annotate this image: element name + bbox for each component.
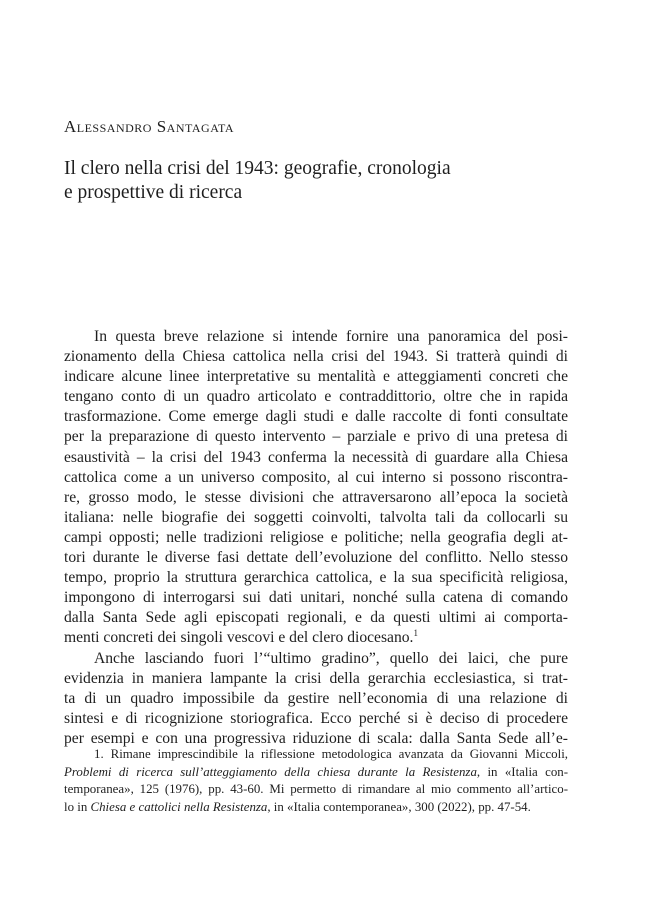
body-line: tengano conto di un quadro articolato e contraddittorio, oltre che in rapida [64,388,568,406]
body-line: ta di un quadro impossibile da gestire nell’economia di una relazione di [64,689,568,707]
footnote-text: , in «Italia con- [476,764,568,779]
footnote-italic-title: Chiesa e cattolici nella Resistenza [90,799,268,814]
footnote-line [64,799,568,817]
footnote-line: 1. Rimane imprescindibile la riflessione metodologica avanzata da Giovanni Miccoli, [94,747,568,761]
body-line: indicare alcune linee interpretative su mentalità e atteggiamenti concreti che [64,368,568,386]
footnote-block [64,746,568,816]
footnote-line [64,764,568,782]
chapter-title-line: e prospettive di ricerca [64,182,243,203]
body-line: tempo, proprio la struttura gerarchica cattolica, e la sua specificità religiosa, [64,569,568,587]
body-line: cattolica come a un universo composito, al cui interno si possono riscontra- [64,468,568,486]
footnote-italic-title: Problemi di ricerca sull’atteggiamento della chiesa durante la Resistenza [64,764,477,779]
body-line: trasformazione. Come emerge dagli studi e dalle raccolte di fonti consultate [64,408,568,426]
footnote-line: temporanea», 125 (1976), pp. 43-60. Mi permetto di rimandare al mio commento all’artico- [64,782,568,797]
body-line-text: menti concreti dei singoli vescovi e del clero diocesano. [64,629,414,647]
body-line: esaustività – la crisi del 1943 conferma la necessità di guardare alla Chiesa [64,448,568,466]
body-line: zionamento della Chiesa cattolica nella crisi del 1943. Si tratterà quindi di [64,348,568,366]
body-line: dalla Santa Sede agli episcopati regionali, e da questi ultimi ai comporta- [64,609,568,627]
body-line: re, grosso modo, le stesse divisioni che attraversarono all’epoca la società [64,488,568,506]
body-line: per la preparazione di questo intervento – parziale e privo di una pretesa di [64,428,568,446]
body-line: sintesi e di ricognizione storiografica. Ecco perché si è deciso di procedere [64,709,568,727]
body-line-with-footnote [64,628,568,648]
footnote-text: lo in [64,799,91,814]
body-line: impongono di interrogarsi sui dati unitari, nonché sulla catena di comando [64,589,568,607]
footnote-reference[interactable]: 1 [413,628,418,639]
body-line: per esempi e con una progressiva riduzione di scala: dalla Santa Sede all’e- [64,729,568,747]
body-text [64,327,568,749]
body-line: campi opposti; nelle tradizioni religiose e politiche; nella geografia degli at- [64,528,568,546]
body-line: italiana: nelle biografie dei soggetti coinvolti, talvolta tali da collocarli su [64,508,568,526]
body-line: Anche lasciando fuori l’“ultimo gradino”, quello dei laici, che pure [94,649,568,667]
body-line: tori durante le diverse fasi dettate dell’evoluzione del conflitto. Nello stesso [64,549,568,567]
chapter-title [64,157,544,205]
body-line: evidenzia in maniera lampante la crisi della gerarchia ecclesiastica, si trat- [64,669,568,687]
chapter-author: Alessandro Santagata [64,117,235,136]
footnote-text: , in «Italia contemporanea», 300 (2022), pp. 47-54. [267,799,531,814]
body-line: In questa breve relazione si intende fornire una panoramica del posi- [94,328,568,345]
chapter-title-line: Il clero nella crisi del 1943: geografie, cronologia [64,158,451,179]
